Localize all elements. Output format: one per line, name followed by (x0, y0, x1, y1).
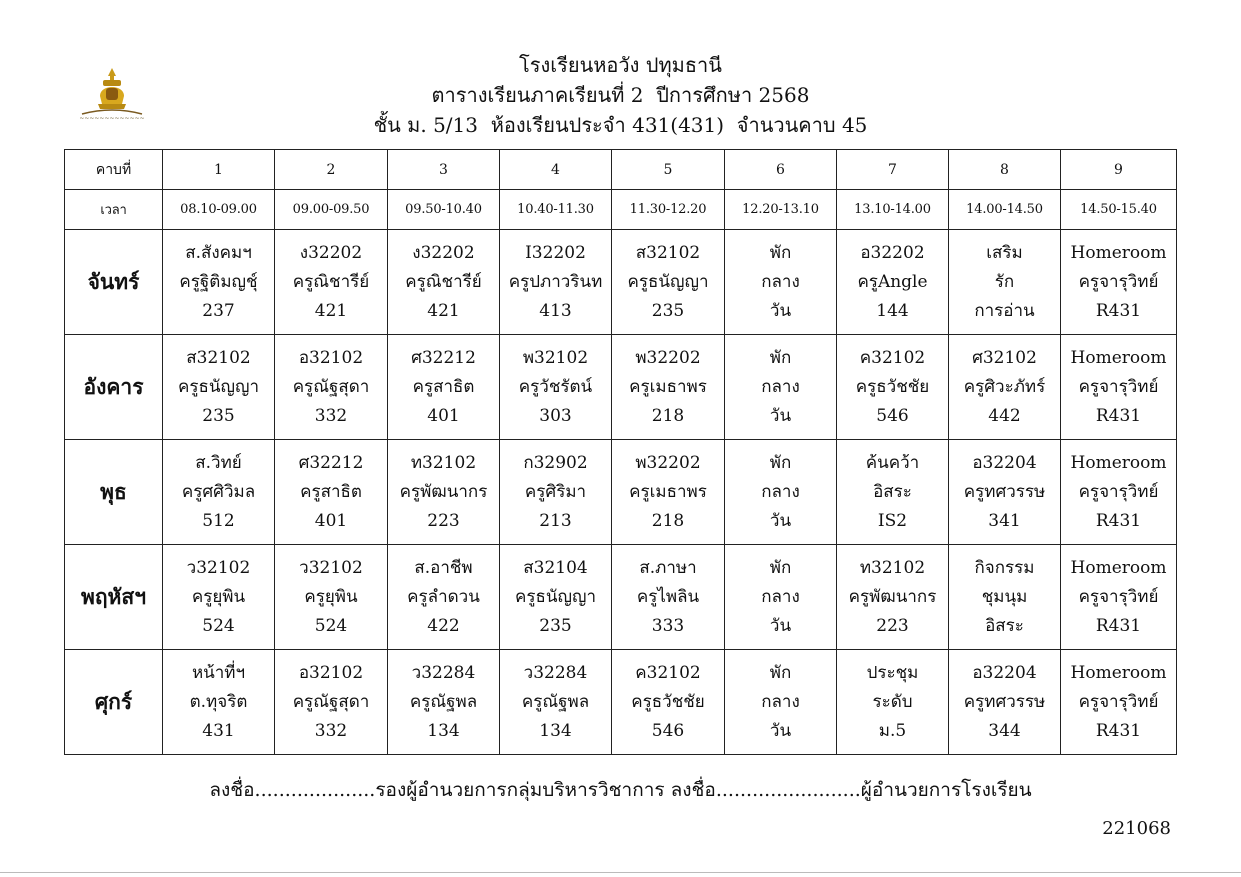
room-number: R431 (1095, 720, 1142, 741)
room-number: 401 (427, 405, 460, 426)
day-row (65, 335, 1177, 440)
timetable (64, 149, 1177, 755)
teacher-name: ครูเมธาพร (629, 376, 707, 397)
room-number: 303 (539, 405, 572, 426)
room-number: 332 (314, 720, 348, 741)
subject-code: ว32102 (299, 557, 363, 578)
period-number: 7 (837, 150, 949, 190)
room-number: 235 (651, 300, 685, 321)
class-cell (1061, 335, 1177, 440)
class-cell (612, 545, 725, 650)
subject-code: ง32202 (299, 242, 363, 263)
class-cell (163, 335, 275, 440)
room-number: 213 (539, 510, 572, 531)
period-time: 14.50-15.40 (1061, 190, 1177, 230)
room-number: 218 (651, 405, 685, 426)
room-number: 524 (202, 615, 235, 636)
period-number: 1 (163, 150, 275, 190)
subject-code: อ32102 (298, 347, 364, 368)
class-cell (163, 440, 275, 545)
teacher-name: ครูณิชารีย์ (405, 271, 482, 292)
timetable-title: ตารางเรียนภาคเรียนที่ 2 ปีการศึกษา 2568 (431, 83, 810, 107)
class-cell (725, 545, 837, 650)
subject-code: ท32102 (410, 452, 477, 473)
room-number: วัน (769, 720, 792, 741)
teacher-name: ครูฐิติมญชุ์ (179, 271, 258, 292)
subject-code: ท32102 (859, 557, 926, 578)
period-time: 10.40-11.30 (500, 190, 612, 230)
day-name: พฤหัสฯ (65, 545, 163, 650)
subject-code: ประชุม (866, 662, 919, 683)
room-number: 237 (202, 300, 235, 321)
teacher-name: ครูไพลิน (636, 586, 700, 607)
class-cell (500, 230, 612, 335)
subject-code: ส.วิทย์ (195, 452, 242, 473)
subject-code: ศ32212 (411, 347, 476, 368)
room-number: การอ่าน (974, 300, 1035, 321)
room-number: 344 (988, 720, 1021, 741)
class-cell (500, 650, 612, 755)
class-cell (949, 440, 1061, 545)
day-name: จันทร์ (65, 230, 163, 335)
teacher-name: ครูณัฐสุดา (292, 376, 370, 397)
teacher-name: ครูลำดวน (407, 586, 480, 607)
teacher-name: ครูณัฐสุดา (292, 691, 370, 712)
teacher-name: ครูจารุวิทย์ (1078, 586, 1159, 607)
signature-line: ลงชื่อ....................รองผู้อำนวยการกลุ่มบริหารวิชาการ ลงชื่อ........................ผู้อำนวยการโรงเรียน (209, 779, 1032, 801)
period-number: 5 (612, 150, 725, 190)
teacher-name: ครูยุพิน (191, 586, 246, 607)
class-cell (1061, 545, 1177, 650)
subject-code: เสริม (986, 242, 1023, 263)
teacher-name: ครูจารุวิทย์ (1078, 376, 1159, 397)
subject-code: พัก (769, 662, 792, 683)
teacher-name: กลาง (761, 481, 800, 502)
subject-code: พัก (769, 242, 792, 263)
room-number: วัน (769, 615, 792, 636)
subject-code: กิจกรรม (974, 557, 1035, 578)
class-cell (163, 545, 275, 650)
room-number: 413 (539, 300, 572, 321)
teacher-name: ครูศิริมา (524, 481, 587, 502)
room-number: 235 (539, 615, 572, 636)
subject-code: ส.สังคมฯ (185, 242, 252, 263)
teacher-name: ครูธวัชชัย (631, 691, 705, 712)
subject-code: ก32902 (523, 452, 588, 473)
room-number: 431 (202, 720, 235, 741)
time-label: เวลา (65, 190, 163, 230)
room-number: R431 (1095, 615, 1142, 636)
subject-code: Homeroom (1070, 452, 1167, 473)
teacher-name: ครูณัฐพล (521, 691, 590, 712)
teacher-name: รัก (994, 271, 1015, 292)
subject-code: I32202 (525, 242, 586, 263)
teacher-name: ครูวัชรัตน์ (518, 376, 593, 397)
subject-code: Homeroom (1070, 242, 1167, 263)
period-time: 08.10-09.00 (163, 190, 275, 230)
subject-code: อ32204 (972, 662, 1037, 683)
subject-code: พัก (769, 557, 792, 578)
class-cell (725, 230, 837, 335)
room-number: 512 (202, 510, 235, 531)
day-row (65, 545, 1177, 650)
subject-code: พัก (769, 347, 792, 368)
teacher-name: ครูปภาวรินท (508, 271, 603, 292)
teacher-name: ครูธนัญญา (177, 376, 259, 397)
class-cell (837, 335, 949, 440)
class-cell (949, 650, 1061, 755)
subject-code: หน้าที่ฯ (191, 662, 246, 683)
subject-code: ศ32212 (298, 452, 364, 473)
period-number: 3 (388, 150, 500, 190)
class-cell (612, 335, 725, 440)
teacher-name: ครูจารุวิทย์ (1078, 481, 1159, 502)
subject-code: พ32202 (635, 452, 701, 473)
teacher-name: ครูณิชารีย์ (292, 271, 370, 292)
svg-text:~~~~~~~~~~~~~: ~~~~~~~~~~~~~ (79, 115, 145, 122)
period-time: 12.20-13.10 (725, 190, 837, 230)
period-number: 2 (275, 150, 388, 190)
class-cell (837, 440, 949, 545)
period-number: 6 (725, 150, 837, 190)
class-info: ชั้น ม. 5/13 ห้องเรียนประจำ 431(431) จำนวนคาบ 45 (373, 113, 868, 137)
room-number: 524 (314, 615, 348, 636)
class-cell (388, 440, 500, 545)
room-number: IS2 (877, 510, 908, 531)
day-row (65, 650, 1177, 755)
room-number: 134 (427, 720, 460, 741)
period-time: 09.00-09.50 (275, 190, 388, 230)
class-cell (837, 230, 949, 335)
subject-code: ว32284 (523, 662, 588, 683)
class-cell (612, 440, 725, 545)
class-cell (612, 650, 725, 755)
room-number: R431 (1095, 300, 1142, 321)
class-cell (388, 230, 500, 335)
class-cell (837, 545, 949, 650)
teacher-name: ครูทศวรรษ (963, 481, 1046, 502)
subject-code: Homeroom (1070, 662, 1167, 683)
class-cell (275, 545, 388, 650)
class-cell (612, 230, 725, 335)
period-time: 09.50-10.40 (388, 190, 500, 230)
room-number: R431 (1095, 405, 1142, 426)
subject-code: Homeroom (1070, 347, 1167, 368)
period-number: 4 (500, 150, 612, 190)
subject-code: ค32102 (859, 347, 926, 368)
room-number: 421 (427, 300, 460, 321)
teacher-name: ครูธนัญญา (514, 586, 596, 607)
room-number: 144 (876, 300, 909, 321)
room-number: R431 (1095, 510, 1142, 531)
room-number: วัน (769, 510, 792, 531)
class-cell (500, 440, 612, 545)
room-number: วัน (769, 405, 792, 426)
class-cell (837, 650, 949, 755)
teacher-name: อิสระ (873, 481, 912, 502)
room-number: 332 (314, 405, 348, 426)
teacher-name: ครูจารุวิทย์ (1078, 691, 1159, 712)
period-time: 13.10-14.00 (837, 190, 949, 230)
class-cell (949, 335, 1061, 440)
teacher-name: ครูAngle (857, 271, 928, 292)
room-number: 333 (651, 615, 685, 636)
teacher-name: ชุมนุม (981, 586, 1028, 607)
teacher-name: กลาง (761, 586, 800, 607)
room-number: 546 (651, 720, 685, 741)
class-cell (1061, 230, 1177, 335)
class-cell (388, 650, 500, 755)
bottom-divider (0, 872, 1241, 873)
room-number: อิสระ (985, 615, 1024, 636)
teacher-name: ครูพัฒนากร (399, 481, 488, 502)
teacher-name: ต.ทุจริต (189, 691, 248, 712)
subject-code: ค้นคว้า (865, 452, 920, 473)
room-number: 134 (539, 720, 572, 741)
room-number: ม.5 (878, 720, 907, 741)
subject-code: ศ32102 (972, 347, 1037, 368)
day-name: ศุกร์ (65, 650, 163, 755)
subject-code: ส.ภาษา (639, 557, 697, 578)
teacher-name: ครูพัฒนากร (848, 586, 937, 607)
subject-code: ว32284 (411, 662, 476, 683)
class-cell (500, 335, 612, 440)
subject-code: Homeroom (1070, 557, 1167, 578)
room-number: 223 (427, 510, 460, 531)
period-number: 8 (949, 150, 1061, 190)
room-number: 235 (202, 405, 235, 426)
class-cell (725, 650, 837, 755)
subject-code: อ32204 (972, 452, 1037, 473)
room-number: 442 (988, 405, 1021, 426)
teacher-name: ครูเมธาพร (629, 481, 707, 502)
subject-code: ส32102 (635, 242, 701, 263)
class-cell (949, 230, 1061, 335)
class-cell (500, 545, 612, 650)
class-cell (1061, 650, 1177, 755)
class-cell (388, 335, 500, 440)
room-number: 546 (876, 405, 909, 426)
room-number: 422 (427, 615, 460, 636)
teacher-name: ครูยุพิน (304, 586, 358, 607)
subject-code: ง32202 (412, 242, 475, 263)
class-cell (163, 650, 275, 755)
period-time: 14.00-14.50 (949, 190, 1061, 230)
class-cell (275, 335, 388, 440)
teacher-name: ครูธวัชชัย (855, 376, 930, 397)
class-cell (275, 440, 388, 545)
period-header-row (65, 150, 1177, 190)
teacher-name: ครูศศิวิมล (181, 481, 256, 502)
subject-code: พัก (769, 452, 792, 473)
period-label: คาบที่ (65, 150, 163, 190)
school-name: โรงเรียนหอวัง ปทุมธานี (519, 53, 722, 77)
room-number: 341 (988, 510, 1021, 531)
teacher-name: ครูณัฐพล (409, 691, 478, 712)
teacher-name: กลาง (761, 376, 800, 397)
class-cell (725, 440, 837, 545)
class-cell (1061, 440, 1177, 545)
teacher-name: ครูธนัญญา (627, 271, 709, 292)
day-row (65, 230, 1177, 335)
class-cell (725, 335, 837, 440)
subject-code: ส32102 (186, 347, 251, 368)
subject-code: ว32102 (186, 557, 251, 578)
teacher-name: ครูจารุวิทย์ (1078, 271, 1159, 292)
teacher-name: กลาง (761, 691, 800, 712)
day-name: อังคาร (65, 335, 163, 440)
subject-code: ค32102 (635, 662, 701, 683)
room-number: วัน (769, 300, 792, 321)
subject-code: พ32202 (635, 347, 701, 368)
room-number: 218 (651, 510, 685, 531)
room-number: 223 (876, 615, 909, 636)
room-number: 421 (314, 300, 348, 321)
period-number: 9 (1061, 150, 1177, 190)
class-cell (949, 545, 1061, 650)
subject-code: พ32102 (522, 347, 589, 368)
day-name: พุธ (65, 440, 163, 545)
class-cell (163, 230, 275, 335)
document-header (0, 50, 1241, 140)
day-row (65, 440, 1177, 545)
class-cell (388, 545, 500, 650)
subject-code: ส.อาชีพ (414, 557, 473, 578)
subject-code: อ32102 (298, 662, 364, 683)
class-cell (275, 650, 388, 755)
teacher-name: ระดับ (872, 691, 913, 712)
teacher-name: ครูทศวรรษ (963, 691, 1046, 712)
subject-code: อ32202 (860, 242, 925, 263)
document-code: 221068 (1102, 818, 1171, 839)
teacher-name: ครูสาธิต (412, 376, 475, 397)
time-header-row (65, 190, 1177, 230)
class-cell (275, 230, 388, 335)
period-time: 11.30-12.20 (612, 190, 725, 230)
room-number: 401 (314, 510, 348, 531)
subject-code: ส32104 (523, 557, 588, 578)
teacher-name: ครูสาธิต (300, 481, 362, 502)
teacher-name: ครูศิวะภัทร์ (963, 376, 1046, 397)
teacher-name: กลาง (761, 271, 800, 292)
